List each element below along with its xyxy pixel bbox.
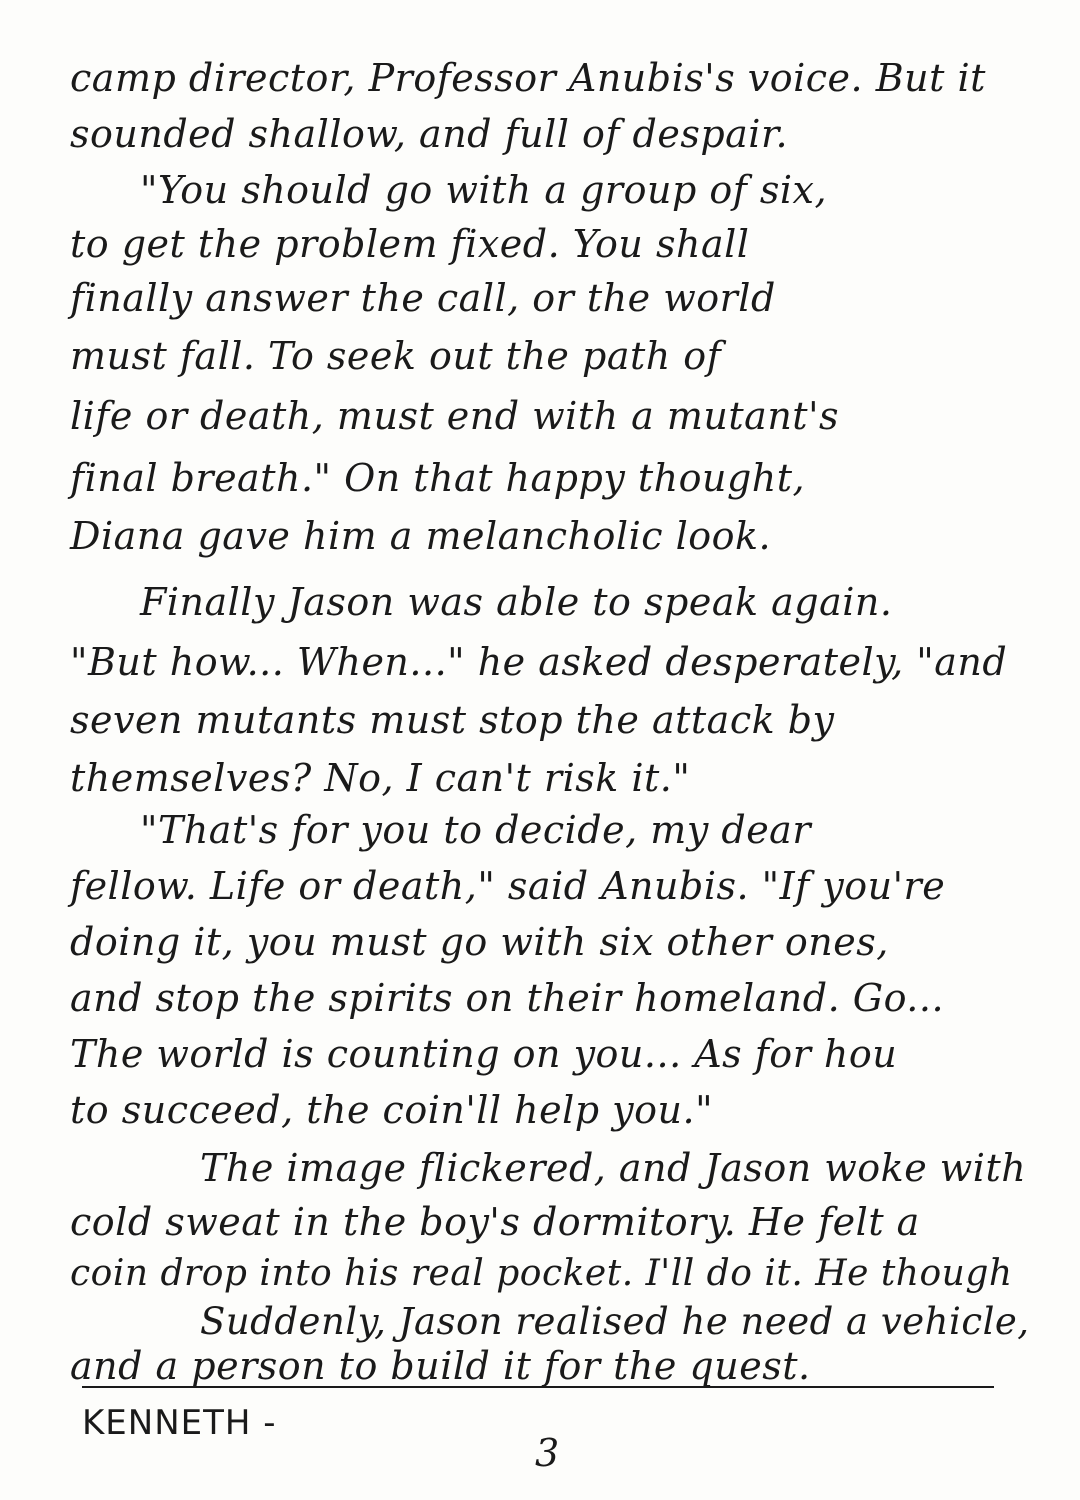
text-line-7: life or death, must end with a mutant's (70, 394, 840, 438)
text-line-19: to succeed, the coin'll help you." (70, 1088, 714, 1132)
text-line-5: finally answer the call, or the world (70, 276, 776, 320)
text-line-13: themselves? No, I can't risk it." (70, 756, 691, 800)
text-line-16: doing it, you must go with six other ones, (70, 920, 889, 964)
text-line-3: "You should go with a group of six, (140, 168, 828, 212)
text-line-4: to get the problem fixed. You shall (70, 222, 750, 266)
text-line-21: cold sweat in the boy's dormitory. He felt a (70, 1200, 920, 1244)
text-line-17: and stop the spirits on their homeland. Go... (70, 976, 945, 1020)
text-line-22: coin drop into his real pocket. I'll do it. He though (70, 1253, 1013, 1294)
page-number: 3 (535, 1431, 560, 1475)
text-line-23: Suddenly, Jason realised he need a vehicle, (200, 1300, 1030, 1343)
text-line-11: "But how... When..." he asked desperately, "and (70, 640, 1008, 684)
text-line-24: and a person to build it for the quest. (70, 1344, 811, 1388)
text-line-2: sounded shallow, and full of despair. (70, 112, 789, 156)
text-line-1: camp director, Professor Anubis's voice. But it (70, 56, 986, 100)
bottom-rule (82, 1386, 994, 1388)
text-line-6: must fall. To seek out the path of (70, 334, 722, 378)
author-signature: KENNETH - (82, 1403, 277, 1443)
text-line-10: Finally Jason was able to speak again. (140, 580, 893, 624)
text-line-8: final breath." On that happy thought, (70, 456, 806, 500)
text-line-15: fellow. Life or death," said Anubis. "If you're (70, 864, 946, 908)
text-line-20: The image flickered, and Jason woke with (200, 1146, 1027, 1190)
text-line-9: Diana gave him a melancholic look. (70, 514, 772, 558)
text-line-14: "That's for you to decide, my dear (140, 808, 811, 852)
text-line-12: seven mutants must stop the attack by (70, 698, 835, 742)
text-line-18: The world is counting on you... As for hou (70, 1032, 898, 1076)
